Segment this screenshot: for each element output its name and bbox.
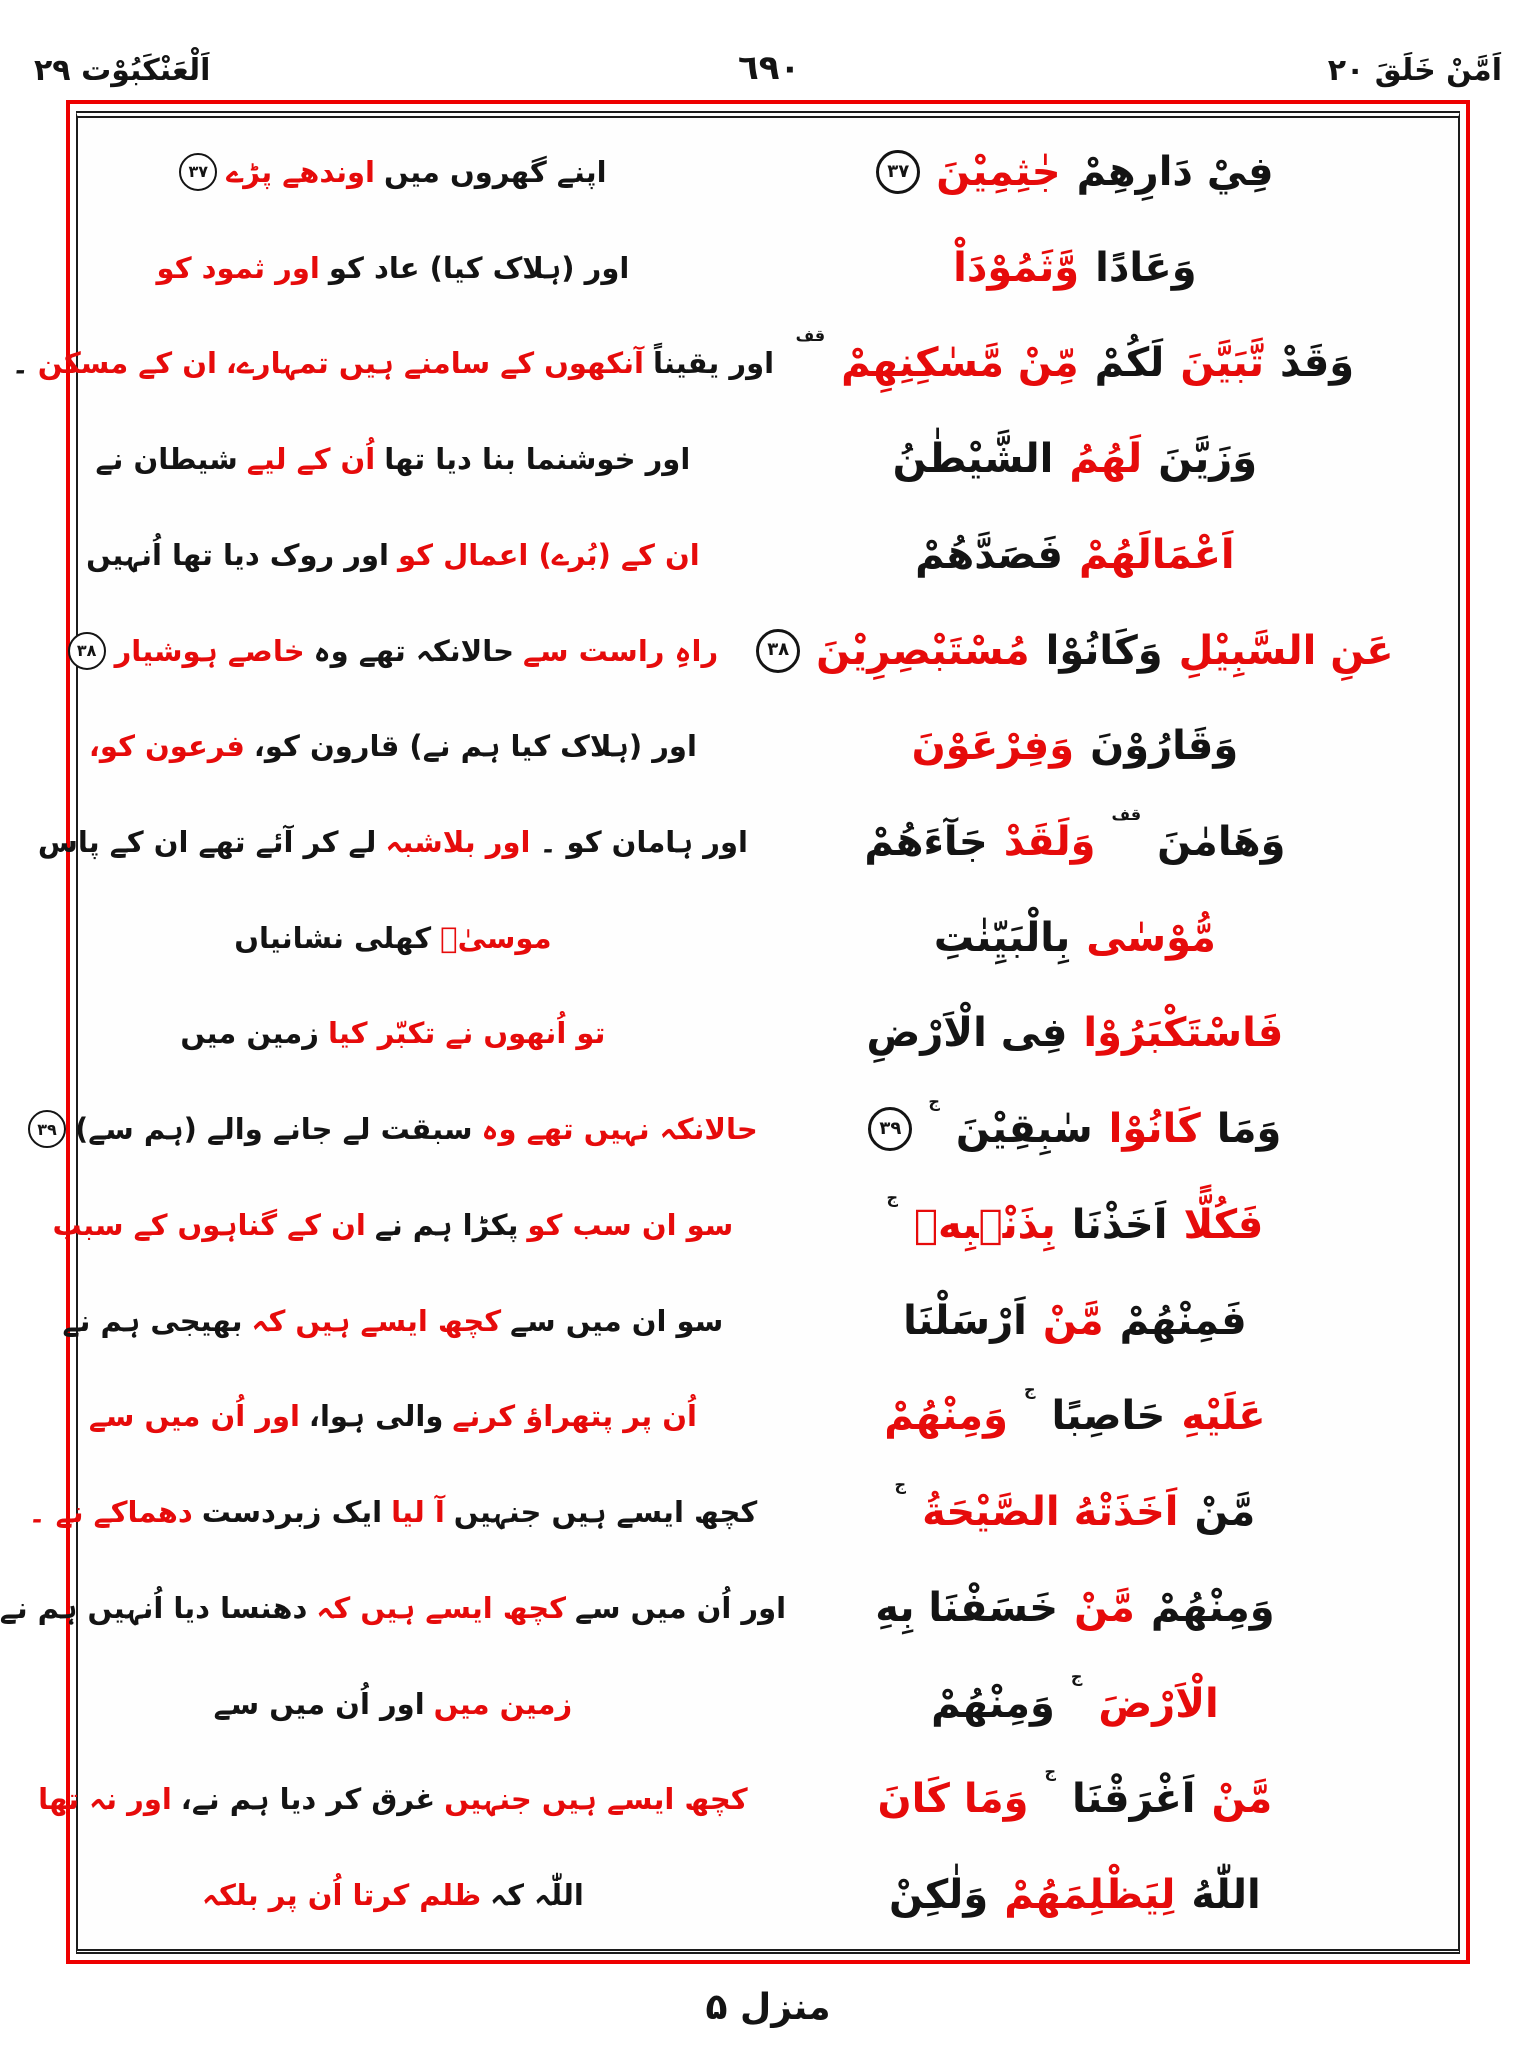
verse-row [52, 1177, 1450, 1273]
verse-number-badge: ۳۸ [68, 632, 106, 670]
verse-number-badge: ٣٨ [756, 629, 800, 673]
arabic-verse-line [700, 315, 1450, 411]
arabic-verse-line [700, 1464, 1450, 1560]
highlight-text: مَّنْ [1074, 1584, 1135, 1631]
verse-row [76, 603, 1450, 699]
verse-row [86, 1656, 1450, 1752]
text-segment: سو ان میں سے [510, 1303, 724, 1338]
text-segment: وَمِنْهُمْ [931, 1680, 1055, 1727]
urdu-translation-line [86, 1656, 700, 1752]
highlight-text: آ لیا [391, 1495, 445, 1530]
highlight-text: وَلَقَدْ [1003, 819, 1096, 865]
arabic-verse-line [700, 220, 1450, 316]
text-segment: اپنے گھروں میں [383, 154, 607, 189]
text-segment: جَآءَهُمْ [864, 819, 988, 865]
highlight-text: کچھ ایسے ہیں کہ [316, 1590, 567, 1625]
verse-row [86, 986, 1450, 1082]
arabic-verse-line [700, 1273, 1450, 1369]
pause-mark: ج [1070, 1666, 1083, 1686]
text-segment: ۔ [11, 346, 29, 381]
verse-row [62, 1273, 1450, 1369]
text-segment: وَقَدْ [1280, 340, 1355, 387]
text-segment: سبقت لے جانے والے (ہم سے) [74, 1112, 473, 1147]
verse-number-badge: ۳۷ [179, 153, 217, 191]
text-segment: فَصَدَّهُمْ [915, 531, 1063, 578]
text-segment: کچھ ایسے ہیں جنہیں [453, 1495, 758, 1530]
urdu-translation-line [86, 1369, 700, 1465]
text-segment: والی ہوا، [308, 1399, 444, 1434]
highlight-text: حالانکہ نہیں تھے وہ [481, 1112, 758, 1147]
highlight-text: وَمِنْهُمْ [884, 1393, 1008, 1440]
text-segment: لَكُمْ [1094, 340, 1165, 387]
highlight-text: آنکھوں کے سامنے ہیں تمہارے، [225, 346, 644, 381]
text-segment: وَعَادًا [1095, 244, 1197, 291]
highlight-text: اَعْمَالَهُمْ [1078, 531, 1235, 578]
highlight-text: فرعون کو، [88, 729, 245, 764]
text-segment: وَهَامٰنَ [1157, 819, 1286, 865]
pause-mark: ج [1044, 1762, 1057, 1782]
page-frame-outer [0, 100, 1470, 1964]
highlight-text: فَكُلًّا [1183, 1201, 1264, 1248]
text-segment: وَكَانُوْا [1045, 627, 1163, 674]
text-segment: وَمِنْهُمْ [1150, 1584, 1275, 1631]
urdu-translation-line [86, 507, 700, 603]
highlight-text: ظلم کرتا اُن پر بلکہ [202, 1878, 482, 1913]
highlight-text: الْاَرْضَ [1098, 1680, 1219, 1727]
pause-mark: قف [1111, 805, 1142, 825]
pause-mark: قف [795, 326, 826, 346]
arabic-verse-line [700, 1177, 1450, 1273]
verse-row [37, 794, 1450, 890]
highlight-text: اور ثمود کو [156, 250, 320, 285]
highlight-text: کچھ ایسے ہیں کہ [251, 1303, 502, 1338]
highlight-text: سو ان سب کو [527, 1207, 734, 1242]
highlight-text: لِيَظْلِمَهُمْ [1004, 1872, 1176, 1919]
surah-title: اَلْعَنْکَبُوْت ۲۹ [34, 53, 211, 88]
text-segment: فَمِنْهُمْ [1119, 1297, 1247, 1344]
text-segment: خَسَفْنَا بِهِ [875, 1584, 1059, 1631]
highlight-text: اور نہ تھا [38, 1782, 172, 1817]
text-segment: اور (ہلاک کیا) عاد کو [328, 250, 630, 285]
verse-row [86, 124, 1450, 220]
highlight-text: دھماکے نے ۔ [28, 1495, 193, 1530]
text-segment: اور (ہلاک کیا ہم نے) قارون کو، [253, 729, 697, 764]
arabic-verse-line [700, 603, 1450, 699]
verse-row [11, 315, 1450, 411]
highlight-text: اوندھے پڑے [226, 154, 375, 189]
urdu-translation-line [62, 1273, 724, 1369]
highlight-text: اور بلاشبہ [385, 825, 531, 859]
arabic-verse-line [700, 1751, 1450, 1847]
urdu-translation-line [37, 794, 748, 890]
verse-number-badge: ٣٧ [876, 150, 920, 194]
highlight-text: ان کے مسکن [37, 346, 217, 381]
pause-mark: ج [1023, 1379, 1036, 1399]
urdu-translation-line [52, 1177, 734, 1273]
highlight-text: وَفِرْعَوْنَ [911, 723, 1075, 770]
arabic-verse-line [700, 698, 1450, 794]
urdu-translation-line [86, 890, 700, 986]
highlight-text: جٰثِمِيْنَ [936, 148, 1061, 195]
text-segment: کھلی نشانیاں [234, 920, 432, 955]
arabic-verse-line [700, 986, 1450, 1082]
urdu-translation-line [86, 124, 700, 220]
page-frame-inner [0, 111, 1460, 1954]
urdu-translation-line [86, 411, 700, 507]
arabic-verse-line [700, 1369, 1450, 1465]
highlight-text: تو اُنھوں نے تکبّر کیا [327, 1016, 606, 1051]
text-segment: سٰبِقِيْنَ [955, 1106, 1093, 1153]
arabic-verse-line [700, 1560, 1450, 1656]
text-segment: وَزَيَّنَ [1158, 436, 1258, 483]
highlight-text: مُّوْسٰی [1086, 914, 1216, 961]
text-segment: زمین میں [180, 1016, 319, 1051]
verse-row [86, 698, 1450, 794]
text-segment: فِی الْاَرْضِ [866, 1010, 1068, 1057]
urdu-translation-line [86, 698, 700, 794]
urdu-translation-line [37, 1081, 758, 1177]
highlight-text: اَخَذَتْهُ الصَّيْحَةُ [922, 1489, 1179, 1536]
arabic-verse-line [700, 1656, 1450, 1752]
highlight-text: وَّثَمُوْدَاْ [953, 244, 1080, 291]
highlight-text: موسیٰؑ [440, 920, 552, 955]
pause-mark: ج [894, 1475, 907, 1495]
urdu-translation-line [28, 1464, 758, 1560]
text-segment: اَخَذْنَا [1071, 1201, 1168, 1248]
highlight-text: ان کے گناہوں کے سبب [52, 1207, 366, 1242]
text-segment: اور روک دیا تھا اُنہیں [86, 537, 389, 572]
highlight-text: عَنِ السَّبِيْلِ [1178, 627, 1394, 674]
highlight-text: اور اُن میں سے [88, 1399, 300, 1434]
arabic-verse-line [700, 1081, 1450, 1177]
verse-row [86, 1847, 1450, 1943]
arabic-verse-line [700, 890, 1450, 986]
arabic-verse-line [700, 1847, 1450, 1943]
text-segment: لے کر آئے تھے ان کے پاس [37, 825, 377, 859]
text-segment: اللّٰهُ [1191, 1872, 1261, 1919]
text-segment: اللّٰہ کہ [490, 1878, 584, 1913]
arabic-verse-line [700, 124, 1450, 220]
verse-grid [0, 118, 1458, 1949]
page-number: ٦٩٠ [737, 48, 801, 88]
urdu-translation-line [38, 1751, 748, 1847]
text-segment: فِيْ دَارِهِمْ [1076, 148, 1274, 195]
highlight-text: وَمَا كَانَ [877, 1776, 1029, 1823]
verse-number-badge: ٣٩ [868, 1107, 912, 1151]
page-header [34, 14, 1502, 88]
text-segment: حالانکہ تھے وہ [313, 633, 514, 668]
verse-row [28, 1464, 1450, 1560]
highlight-text: عَلَيْهِ [1181, 1393, 1266, 1440]
text-segment: اور اُن میں سے [213, 1686, 425, 1721]
highlight-text: بِذَنْۢبِهٖ [914, 1201, 1056, 1248]
highlight-text: کچھ ایسے ہیں جنہیں [444, 1782, 748, 1817]
arabic-verse-line [700, 794, 1450, 890]
text-segment: اور خوشنما بنا دیا تھا [384, 442, 691, 477]
arabic-verse-line [700, 411, 1450, 507]
text-segment: پکڑا ہم نے [374, 1207, 519, 1242]
highlight-text: لَهُمُ [1069, 436, 1143, 483]
text-segment: دھنسا دیا اُنہیں ہم نے [0, 1590, 308, 1625]
juz-title: اَمَّنْ خَلَقَ ۲۰ [1327, 53, 1502, 88]
urdu-translation-line [86, 220, 700, 316]
text-segment: اور اُن میں سے [575, 1590, 787, 1625]
highlight-text: مَّنْ [1211, 1776, 1273, 1823]
highlight-text: راہِ راست سے [523, 633, 719, 668]
arabic-verse-line [700, 507, 1450, 603]
highlight-text: ان کے (بُرے) اعمال کو [397, 537, 700, 572]
text-segment: شیطان نے [95, 442, 238, 477]
text-segment: وَمَا [1216, 1106, 1282, 1153]
highlight-text: اُن پر پتھراؤ کرنے [452, 1399, 697, 1434]
highlight-text: مَّنْ [1042, 1297, 1104, 1344]
page-footer [0, 1972, 1536, 2042]
text-segment: حَاصِبًا [1051, 1393, 1166, 1440]
highlight-text: كَانُوْا [1108, 1106, 1201, 1153]
urdu-translation-line [76, 603, 719, 699]
urdu-translation-line [11, 315, 775, 411]
text-segment: وَقَارُوْنَ [1090, 723, 1239, 770]
text-segment: بھیجی ہم نے [62, 1303, 243, 1338]
highlight-text: مِّنْ مَّسٰكِنِهِمْ [841, 340, 1079, 387]
text-segment: بِالْبَيِّنٰتِ [933, 914, 1071, 961]
verse-row [37, 1081, 1450, 1177]
urdu-translation-line [86, 986, 700, 1082]
text-segment: ایک زبردست [201, 1495, 383, 1530]
urdu-translation-line [0, 1560, 787, 1656]
verse-row [86, 411, 1450, 507]
highlight-text: خاصے ہوشیار [114, 633, 305, 668]
highlight-text: فَاسْتَكْبَرُوْا [1083, 1010, 1284, 1057]
highlight-text: زمین میں [433, 1686, 573, 1721]
pause-mark: ج [928, 1092, 940, 1112]
verse-row [86, 1369, 1450, 1465]
verse-row [86, 220, 1450, 316]
urdu-translation-line [86, 1847, 700, 1943]
text-segment: اور یقیناً [652, 346, 775, 381]
manzil-label: منزل ۵ [705, 1986, 831, 2028]
text-segment: غرق کر دیا ہم نے، [180, 1782, 436, 1817]
verse-row [38, 1751, 1450, 1847]
text-segment: مَّنْ [1194, 1489, 1256, 1536]
pause-mark: ج [886, 1188, 899, 1208]
verse-row [0, 1560, 1450, 1656]
verse-number-badge: ۳۹ [28, 1110, 66, 1148]
text-segment: الشَّيْطٰنُ [892, 436, 1054, 483]
highlight-text: تَّبَيَّنَ [1180, 340, 1264, 387]
verse-row [86, 890, 1450, 986]
verse-row [86, 507, 1450, 603]
text-segment: اور ہامان کو ۔ [539, 825, 748, 859]
highlight-text: اُن کے لیے [246, 442, 376, 477]
text-segment: اَرْسَلْنَا [903, 1297, 1027, 1344]
text-segment: وَلٰكِنْ [889, 1872, 989, 1919]
text-segment: اَغْرَقْنَا [1072, 1776, 1196, 1823]
highlight-text: مُسْتَبْصِرِيْنَ [816, 627, 1030, 674]
